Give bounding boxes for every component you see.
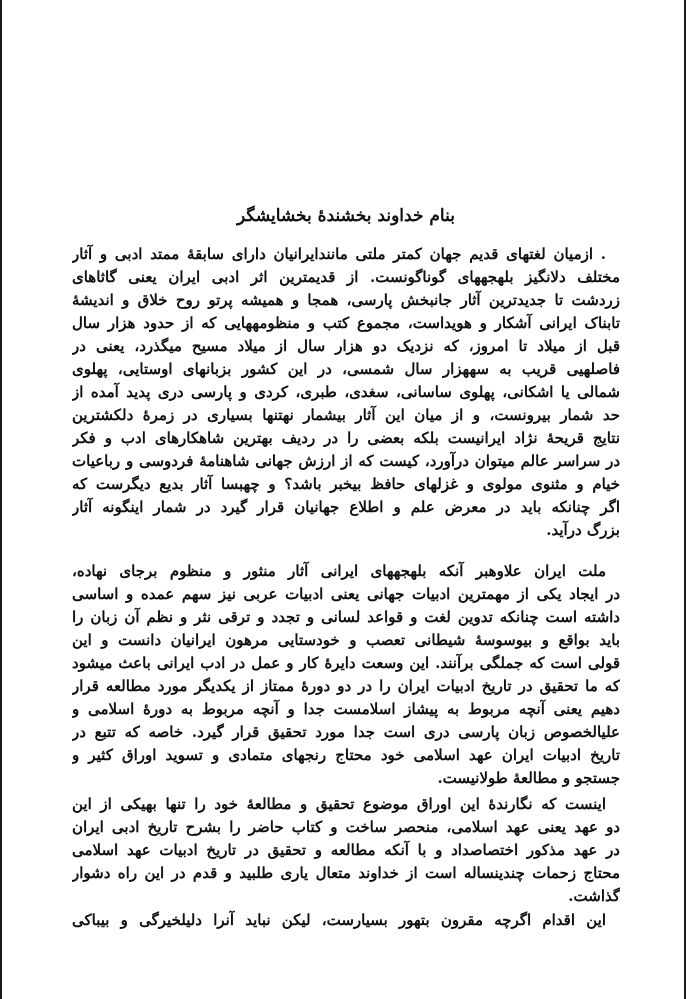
text-line: تابناک ایرانی آشکار و هویداست، مجموع کتب و منظومههایی که از حدود هزار سال (72, 314, 620, 332)
text-line: در عهد مذکور اختصاصداد و با آنکه مطالعه و تحقیق در تاریخ ادبیات عهد اسلامی (72, 841, 620, 859)
text-line: این اقدام اگرچه مقرون بتهور بسیارست، لیکن نباید آنرا دلیلخیرگی و بیباکی (72, 911, 606, 929)
text-line: . ازمیان لغتهای قدیم جهان کمتر ملتی مانندایرانیان دارای سابقۀ ممتد ادبی و آثار (72, 245, 606, 263)
text-line: دهیم یعنی آنچه مربوط به پیشاز اسلامست جدا و آنچه مربوط به دورۀ اسلامی و (72, 700, 620, 718)
text-line: اگر چنانکه باید در معرض علم و اطلاع جهانیان قرار گیرد در شمار اینگونه آثار (72, 498, 620, 516)
text-line: علیالخصوص زبان پارسی دری است جدا مورد تحقیق قرار گیرد. خاصه که تتبع در (72, 723, 620, 741)
text-line: دو عهد یعنی عهد اسلامی، منحصر ساخت و کتاب حاضر را بشرح تاریخ ادبی ایران (72, 818, 620, 836)
text-line: فاصلهیی قریب به سههزار سال شمسی، در این کشور بزبانهای اوستایی، پهلوی (72, 360, 620, 378)
page-title: بنام خداوند بخشندۀ بخشایشگر (237, 206, 455, 226)
text-line: داشته است چنانکه تدوین لغت و قواعد لسانی و تجدد و ترقی نثر و نظم آن زبان را (72, 608, 620, 626)
text-line: ملت ایران علاوهبر آنکه بلهجههای ایرانی آثار منثور و منظوم برجای نهاده، (72, 562, 606, 580)
text-line: اینست که نگارندۀ این اوراق موضوع تحقیق و مطالعۀ خود را تنها بهیکی از این (72, 795, 606, 813)
paragraph-4 (72, 909, 620, 932)
scan-border-left (0, 0, 2, 999)
text-line: جستجو و مطالعۀ طولانیست. (437, 769, 620, 787)
text-line: مختلف دلانگیز بلهجههای گوناگونست. از قدیمترین اثر ادبی ایران یعنی گاثاهای (72, 268, 620, 286)
text-line: قبل از میلاد تا امروز، که نزدیک دو هزار سال از میلاد مسیح میگذرد، یعنی در (72, 337, 620, 355)
paragraph-3 (72, 793, 620, 908)
text-line: حد شمار بیرونست، و از میان این آثار بیشمار نهتنها بسیاری در زمرۀ دلکشترین (72, 406, 620, 424)
text-line: در سراسر عالم میتوان درآورد، کیست که از ارزش جهانی شاهنامۀ فردوسی و رباعیات (72, 452, 620, 470)
text-line: تاریخ ادبیات ایران عهد اسلامی خود محتاج رنجهای متمادی و تسوید اوراق کثیر و (72, 746, 620, 764)
text-line: خیام و مثنوی مولوی و غزلهای حافظ بیخبر باشد؟ و چهبسا آثار بدیع دیگرست که (72, 475, 620, 493)
text-line: گذاشت. (568, 887, 620, 905)
text-line: شمالی یا اشکانی، پهلوی ساسانی، سغدی، طبری، کردی و پارسی دری پدید آمده از (72, 383, 620, 401)
text-line: که ما تحقیق در تاریخ ادبیات ایران را در دو دورۀ ممتاز از یکدیگر مورد مطالعه قرار (72, 677, 620, 695)
paragraph-1 (72, 243, 620, 542)
paragraph-2 (72, 560, 620, 790)
text-line: قولی است که جملگی برآنند. این وسعت دایرۀ کار و عمل در ادب ایرانی باعث میشود (72, 654, 620, 672)
text-line: در ایجاد یکی از مهمترین ادبیات جهانی یعنی ادبیات عربی نیز سهم عمده و اساسی (72, 585, 620, 603)
text-line: نتایج قریحۀ نژاد ایرانیست بلکه بعضی را در ردیف بهترین شاهکارهای ادب و فکر (72, 429, 620, 447)
text-line: محتاج زحمات چندینساله است از خداوند متعال یاری طلبید و قدم در این راه دشوار (72, 864, 620, 882)
text-line: باید بواقع و بیوسوسۀ شیطانی تعصب و خودستایی مرهون ایرانیان دانست و این (72, 631, 620, 649)
text-line: بزرگ درآید. (546, 521, 620, 539)
text-line: زردشت تا جدیدترین آثار جانبخش پارسی، همجا و همیشه پرتو روح خلاق و اندیشۀ (72, 291, 620, 309)
